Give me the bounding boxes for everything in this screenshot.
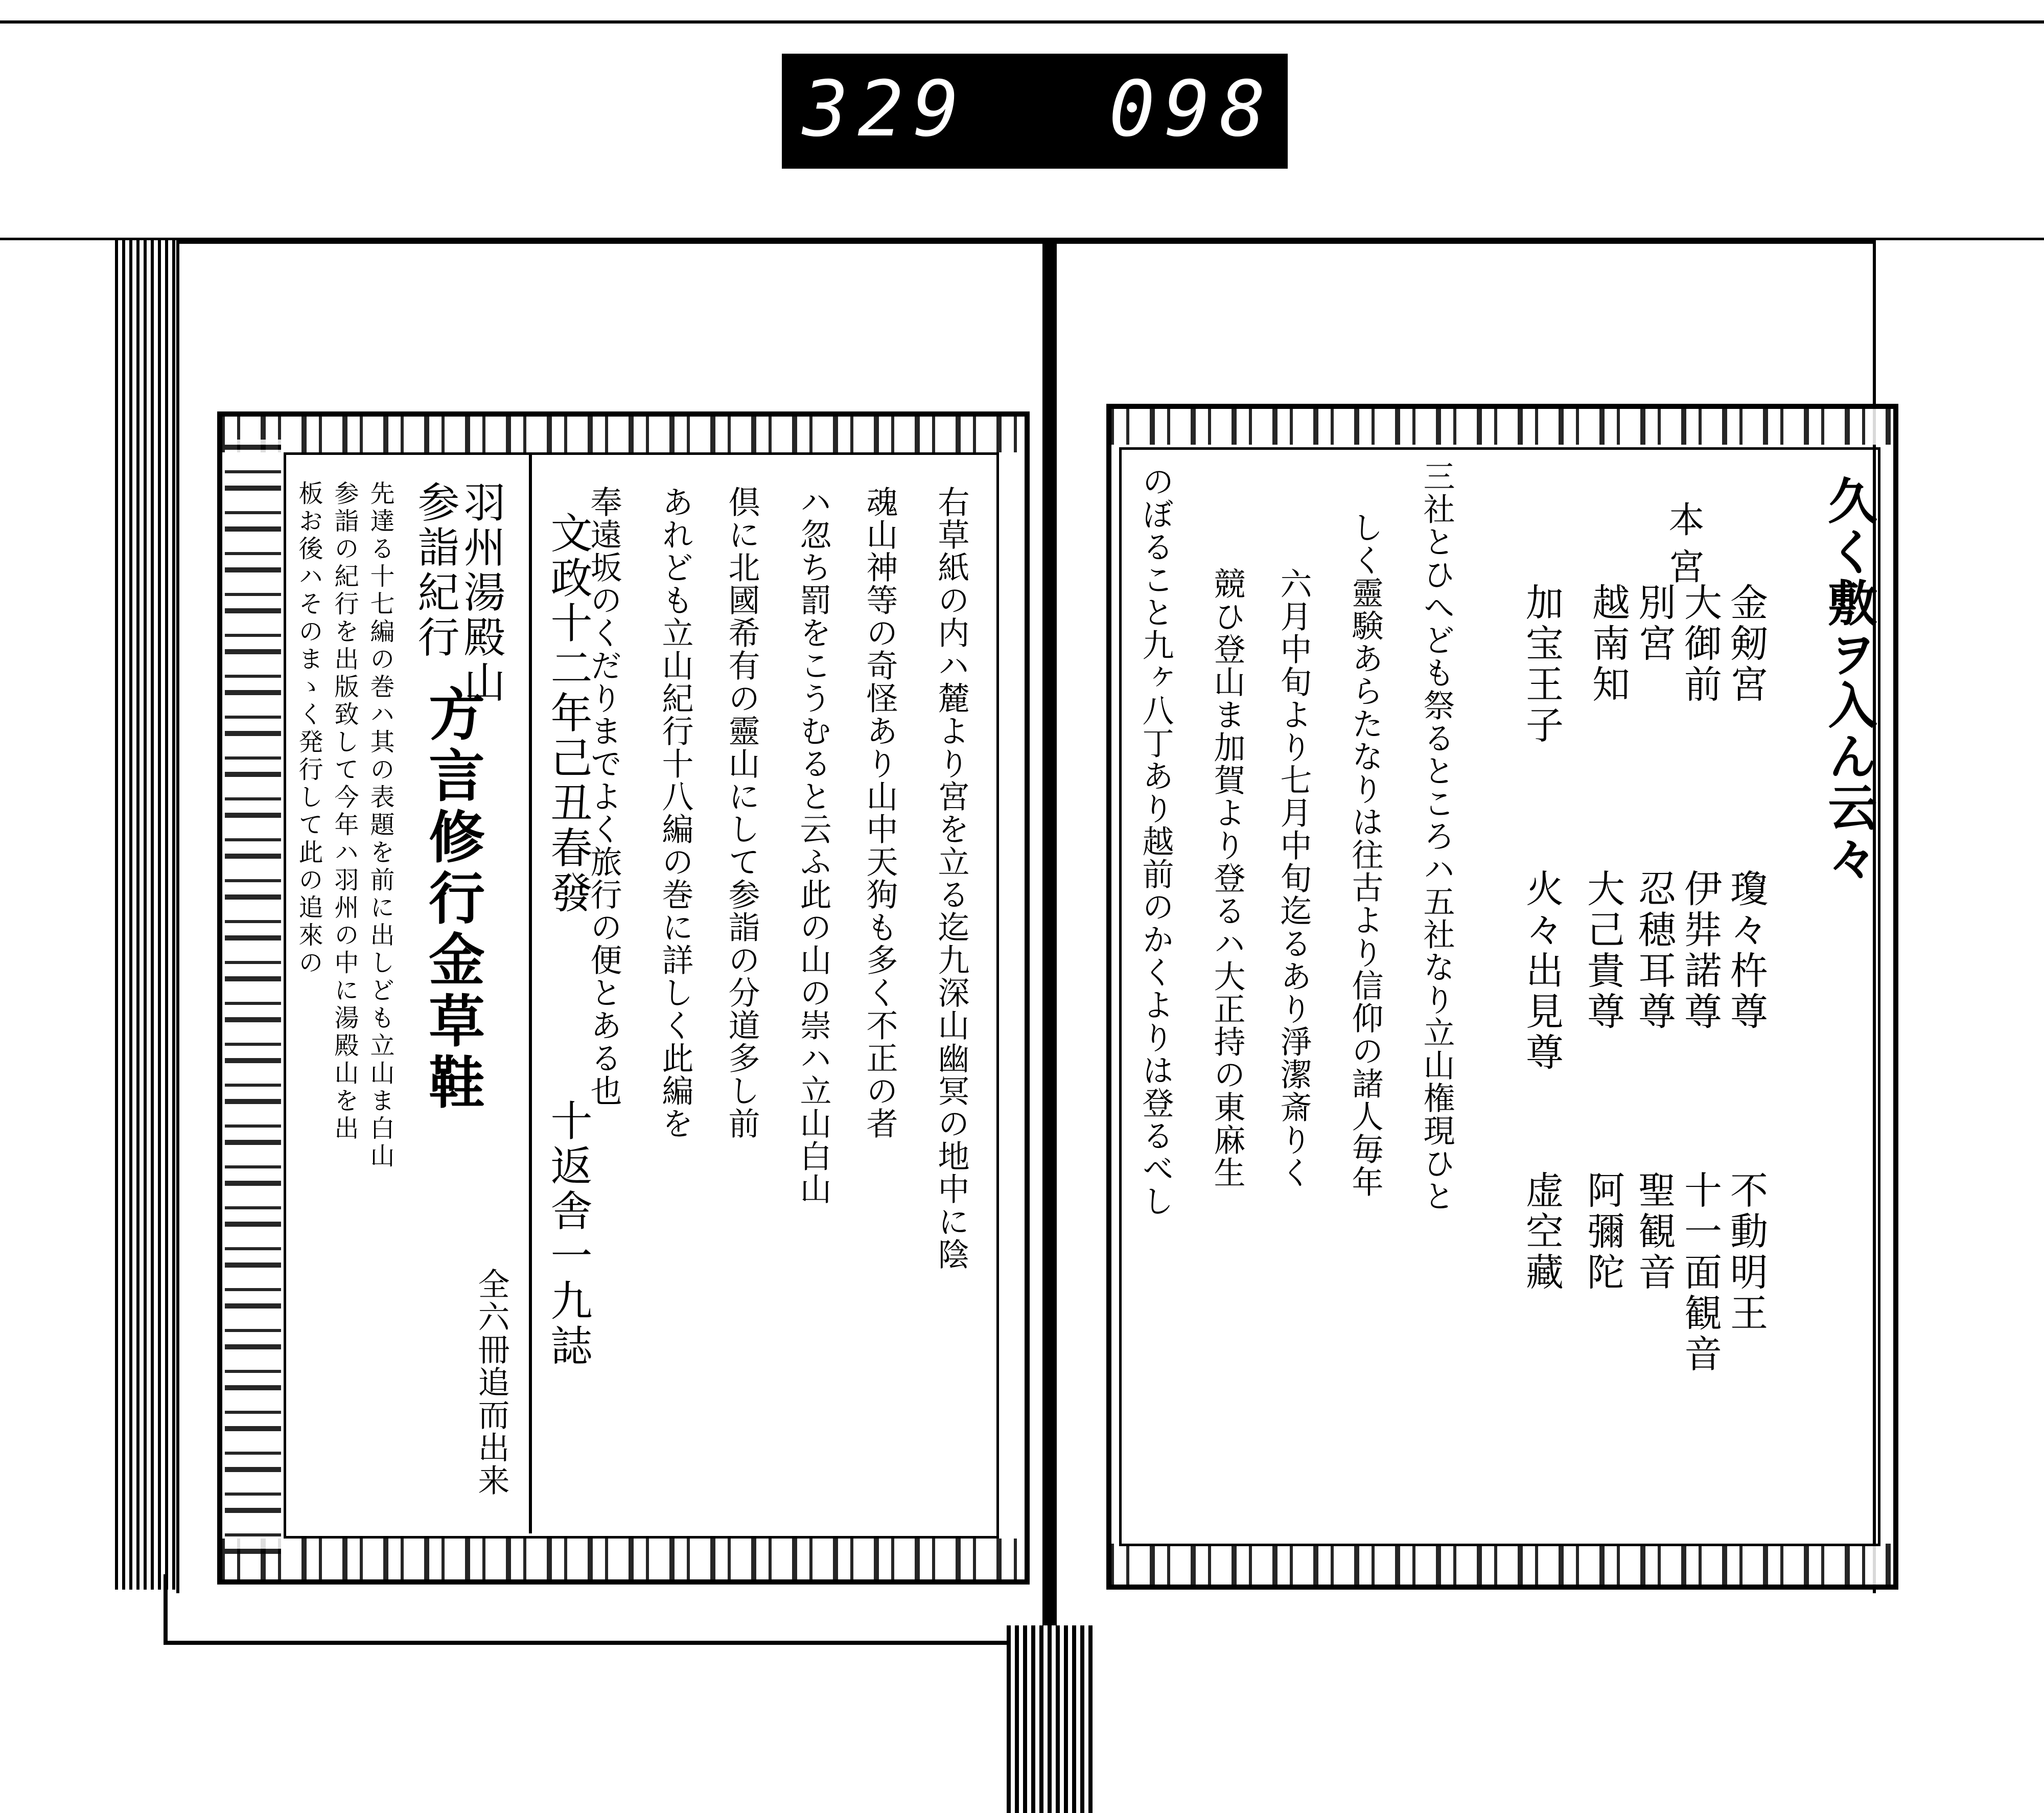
author-signature: 十返舎一九誌 (544, 1099, 592, 1369)
left-body-line-2: 魂山神等の奇怪あり山中天狗も多く不正の者 (861, 486, 898, 1140)
left-body-line-1: 右草紙の内ハ麓より宮を立る迄九深山幽冥の地中に陰 (933, 486, 970, 1271)
advert-label-2: 参詣紀行 (411, 480, 459, 660)
right-body-line-5: のぼること九ヶ八丁あり越前のかくよりは登るべし (1137, 465, 1174, 1218)
advert-title: 方言修行金草鞋 (420, 685, 485, 1114)
left-body-line-3: ハ忽ち罰をこうむると云ふ此の山の崇ハ立山白山 (795, 486, 832, 1205)
deity-a-4: 越南知 (1586, 583, 1630, 705)
deity-a-5: 加宝王子 (1520, 583, 1564, 746)
deity-c-1: 不動明王 (1724, 1171, 1768, 1334)
deity-c-4: 阿彌陀 (1581, 1171, 1625, 1293)
deity-b-4: 大己貴尊 (1581, 869, 1625, 1032)
deity-a-1: 金剱宮 (1724, 583, 1768, 705)
left-body-line-4: 倶に北國希有の靈山にして参詣の分道多し前 (723, 486, 760, 1140)
top-rule (0, 20, 2044, 24)
advert-series: 全六冊追而出来 (473, 1268, 510, 1497)
right-heading: 久く敷ヲ入ん云々 (1820, 475, 1878, 884)
right-body-line-1: 三社とひへども祭るところハ五社なり立山権現ひと (1418, 460, 1455, 1212)
book-page-edges (115, 240, 176, 1590)
deity-a-3: 別宮 (1632, 583, 1676, 664)
honmiya-label: 本宮 (1663, 501, 1705, 595)
left-body-line-5: あれども立山紀行十八編の巻に詳しく此編を (657, 486, 694, 1140)
deity-a-2: 大御前 (1678, 583, 1722, 705)
reel-number-strip (782, 54, 1331, 169)
deity-b-3: 忍穂耳尊 (1632, 869, 1676, 1032)
deity-b-1: 瓊々杵尊 (1724, 869, 1768, 1032)
book-gutter (1042, 240, 1057, 1813)
publication-date: 文政十二年己丑春發 (544, 511, 592, 916)
advert-body-line-2: 参詣の紀行を出版致して今年ハ羽州の中に湯殿山を出 (330, 480, 359, 1143)
deity-b-5: 火々出見尊 (1520, 869, 1564, 1073)
deity-b-2: 伊弉諾尊 (1678, 869, 1722, 1032)
advert-body-line-1: 先達る十七編の巻ハ其の表題を前に出しども立山ま白山 (366, 480, 394, 1171)
right-body-line-2: しく靈験あらたなりは往古より信仰の諸人毎年 (1346, 511, 1384, 1198)
reel-frame-number: 098. (1109, 65, 1331, 154)
book-spine-bottom (1007, 1625, 1094, 1813)
advert-body-line-3: 板お後ハそのまゝく発行して此の追來の (294, 480, 323, 977)
reel-roll-number: 329 (802, 65, 968, 154)
deity-c-3: 聖観音 (1632, 1171, 1676, 1293)
advert-divider (529, 452, 532, 1533)
right-body-line-3: 六月中旬より七月中旬迄るあり淨潔斎りく (1275, 567, 1312, 1189)
advert-label-1: 羽州湯殿山 (457, 480, 505, 705)
right-body-line-4: 競ひ登山ま加賀より登るハ大正持の東麻生 (1209, 567, 1246, 1189)
left-body-line-6: 奉遠坂のくだりまでよく旅行の便とある也 (585, 486, 622, 1107)
deity-c-5: 虚空藏 (1520, 1171, 1564, 1293)
deity-c-2: 十一面観音 (1678, 1171, 1722, 1375)
